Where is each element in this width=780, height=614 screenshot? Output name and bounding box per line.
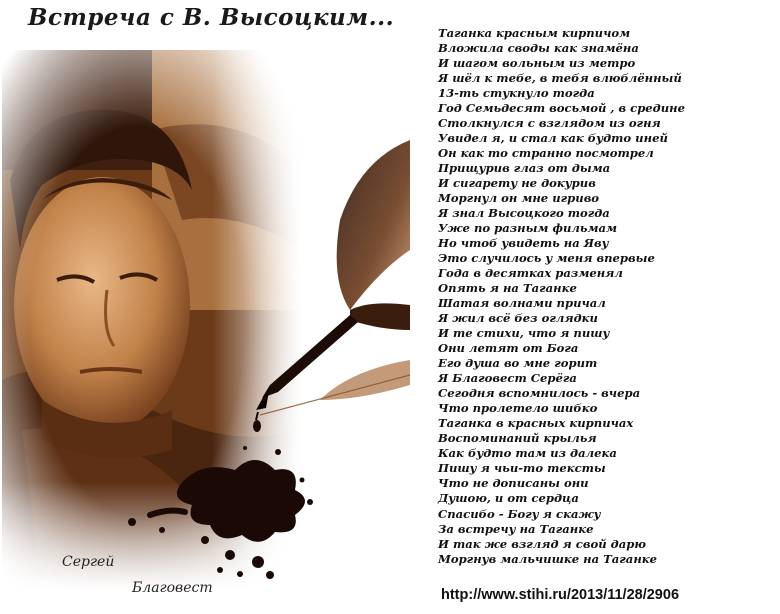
- poem-text: [438, 26, 778, 567]
- poem-line: Это случилось у меня впервые: [438, 251, 655, 266]
- poem-line: Опять я на Таганке: [438, 281, 577, 296]
- poem-line: Таганка красным кирпичом: [438, 26, 631, 40]
- poem-line: Но чтоб увидеть на Яву: [438, 236, 609, 251]
- poem-line: Я Благовест Серёга: [438, 371, 577, 386]
- quill-ink-illustration: [110, 130, 420, 590]
- poem-line: Я шёл к тебе, в тебя влюблённый: [438, 71, 682, 86]
- poem-line: Прищурив глаз от дыма: [438, 161, 611, 176]
- poem-line: 13-ть стукнуло тогда: [438, 86, 595, 101]
- poem-line: Год Семьдесят восьмой , в средине: [438, 101, 685, 116]
- source-url[interactable]: http://www.stihi.ru/2013/11/28/2906: [441, 587, 680, 603]
- poem-line: Пишу я чьи-то тексты: [438, 461, 606, 476]
- poem-line: Таганка в красных кирпичах: [438, 416, 634, 431]
- poem-line: Я знал Высоцкого тогда: [438, 206, 610, 221]
- poem-line: Года в десятках разменял: [438, 266, 623, 281]
- author-first-name: Сергей: [62, 554, 115, 570]
- poem-line: Столкнулся с взглядом из огня: [438, 116, 661, 131]
- poem-line: Моргнув мальчишке на Таганке: [438, 551, 657, 566]
- poem-line: За встречу на Таганке: [438, 521, 594, 536]
- poem-line: Спасибо - Богу я скажу: [438, 506, 601, 521]
- poem-line: Они летят от Бога: [438, 341, 579, 356]
- poem-line: Шатая волнами причал: [438, 296, 606, 311]
- poem-line: Что пролетело шибко: [438, 401, 598, 416]
- poem-line: Воспоминаний крылья: [438, 431, 597, 446]
- poem-line: Моргнул он мне игриво: [438, 191, 600, 206]
- poem-line: Сегодня вспомнилось - вчера: [438, 386, 641, 401]
- poem-line: И так же взгляд я свой дарю: [438, 536, 646, 551]
- poem-line: И шагом вольным из метро: [438, 56, 636, 71]
- author-last-name: Благовест: [132, 580, 213, 596]
- poem-line: И те стихи, что я пишу: [438, 326, 610, 341]
- poem-line: Что не дописаны они: [438, 476, 589, 491]
- poem-line: Душою, и от сердца: [438, 491, 579, 506]
- poem-line: Я жил всё без оглядки: [438, 311, 598, 326]
- poem-line: Его душа во мне горит: [438, 356, 598, 371]
- page-title: Встреча с В. Высоцким...: [28, 4, 395, 31]
- poem-line: И сигарету не докурив: [438, 176, 596, 191]
- poem-line: Увидел я, и стал как будто иней: [438, 131, 668, 146]
- poem-line: Как будто там из далека: [438, 446, 617, 461]
- poem-line: Уже по разным фильмам: [438, 221, 618, 236]
- poem-line: Вложила своды как знамёна: [438, 41, 639, 56]
- poem-line: Он как то странно посмотрел: [438, 146, 654, 161]
